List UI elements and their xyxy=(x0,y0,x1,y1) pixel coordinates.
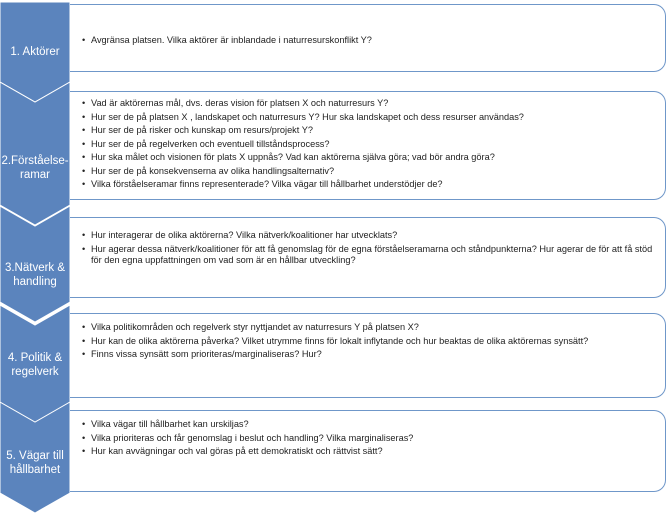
bullet-item: • Hur ser de på platsen X , landskapet och naturresurs Y? Hur ska landskapet och dess resurser användas? xyxy=(82,112,657,124)
bullet-item: • Hur agerar dessa nätverk/koalitioner för att få genomslag för de egna förståelseramarna och ståndpunkterna? Hur agerar de för att få stöd för den egna uppfattningen om vad som är en hållbar utveckling? xyxy=(82,244,657,267)
bullet-item: • Vilka politikområden och regelverk styr nyttjandet av naturresurs Y på platsen X? xyxy=(82,322,657,334)
step-label-5: 5. Vägar till hållbarhet xyxy=(6,450,64,476)
bullet-item: • Hur ser de på regelverken och eventuell tillståndsprocess? xyxy=(82,139,657,151)
step-label-1: 1. Aktörer xyxy=(10,46,60,58)
bullet-list xyxy=(70,35,665,47)
step-box-3 xyxy=(70,217,666,298)
bullet-item: • Vad är aktörernas mål, dvs. deras vision för platsen X och naturresurs Y? xyxy=(82,98,657,110)
bullet-item: • Hur kan de olika aktörerna påverka? Vilket utrymme finns för lokalt inflytande och hur beaktas de olika aktörernas synsätt? xyxy=(82,336,657,348)
bullet-list xyxy=(70,322,665,361)
bullet-item: • Vilka förståelseramar finns representerade? Vilka vägar till hållbarhet understödjer de? xyxy=(82,179,657,191)
bullet-item: • Vilka prioriteras och får genomslag i beslut och handling? Vilka marginaliseras? xyxy=(82,433,657,445)
bullet-item: • Hur ska målet och visionen för plats X uppnås? Vad kan aktörerna själva göra; vad bör andra göra? xyxy=(82,152,657,164)
bullet-list xyxy=(70,98,665,191)
bullet-item: • Hur interagerar de olika aktörerna? Vilka nätverk/koalitioner har utvecklats? xyxy=(82,230,657,242)
step-label-2: 2.Förståelse- ramar xyxy=(1,155,69,181)
bullet-list xyxy=(70,419,665,458)
bullet-item: • Hur ser de på risker och kunskap om resurs/projekt Y? xyxy=(82,125,657,137)
step-label-4: 4. Politik & regelverk xyxy=(7,352,63,378)
step-box-5 xyxy=(70,410,666,492)
bullet-item: • Vilka vägar till hållbarhet kan urskiljas? xyxy=(82,419,657,431)
bullet-item: • Hur ser de på konsekvenserna av olika handlingsalternativ? xyxy=(82,166,657,178)
step-box-4 xyxy=(70,313,666,398)
step-box-2 xyxy=(70,91,666,200)
step-label-3: 3.Nätverk & handling xyxy=(4,262,66,288)
bullet-item: • Avgränsa platsen. Vilka aktörer är inblandade i naturresurskonflikt Y? xyxy=(82,35,657,47)
bullet-list xyxy=(70,230,665,267)
step-box-1 xyxy=(70,4,666,72)
bullet-item: • Finns vissa synsätt som prioriteras/marginaliseras? Hur? xyxy=(82,349,657,361)
bullet-item: • Hur kan avvägningar och val göras på ett demokratiskt och rättvist sätt? xyxy=(82,446,657,458)
